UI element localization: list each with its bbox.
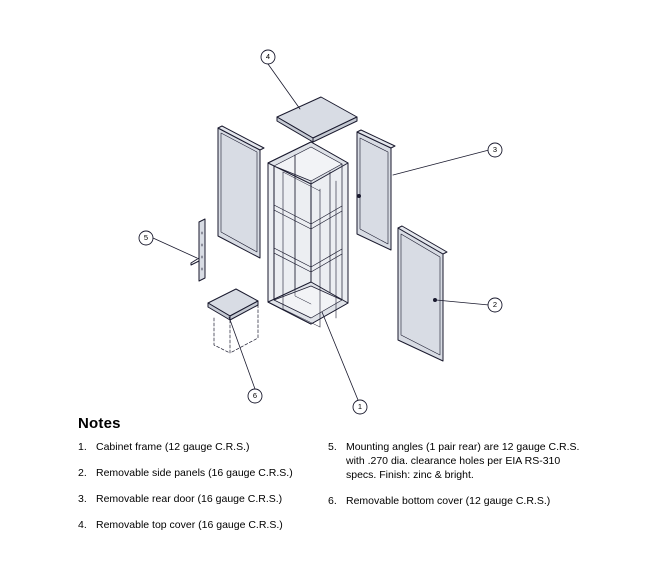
note-text: Removable bottom cover (12 gauge C.R.S.) <box>346 494 551 507</box>
rear-door-part <box>357 130 395 250</box>
notes-column-left <box>78 441 328 545</box>
callout-label-6: 6 <box>252 391 258 400</box>
cabinet-frame-part <box>268 142 348 327</box>
note-number: 5. <box>328 441 337 453</box>
note-number: 2. <box>78 466 87 479</box>
note-number: 3. <box>78 492 87 505</box>
callout-label-4: 4 <box>265 52 271 61</box>
note-item <box>78 493 328 507</box>
right-side-panel-part <box>398 226 447 361</box>
callout-label-2: 2 <box>492 300 498 309</box>
note-text: Removable top cover (16 gauge C.R.S.) <box>96 518 283 531</box>
bottom-cover-part <box>208 289 258 353</box>
note-item <box>78 519 328 533</box>
note-text: Mounting angles (1 pair rear) are 12 gauge C.R.S. with .270 dia. clearance holes per EIA RS-310 specs. Finish: zinc & bright. <box>346 441 580 481</box>
note-item <box>328 495 588 509</box>
note-number: 6. <box>328 494 337 507</box>
note-text: Removable rear door (16 gauge C.R.S.) <box>96 492 283 505</box>
callout-label-3: 3 <box>492 145 498 154</box>
left-side-panel-part <box>218 126 264 258</box>
notes-section <box>78 415 598 545</box>
mounting-angle-part <box>191 219 205 281</box>
notes-columns <box>78 441 598 545</box>
callout-label-1: 1 <box>357 402 363 411</box>
callout-label-5: 5 <box>143 233 149 242</box>
note-item <box>78 441 328 455</box>
note-number: 1. <box>78 441 87 453</box>
note-number: 4. <box>78 518 87 531</box>
notes-column-right <box>328 441 588 521</box>
note-item <box>328 441 588 483</box>
top-cover-part <box>277 97 357 142</box>
notes-heading: Notes <box>78 415 121 432</box>
note-text: Removable side panels (16 gauge C.R.S.) <box>96 466 293 479</box>
note-item <box>78 467 328 481</box>
note-text: Cabinet frame (12 gauge C.R.S.) <box>96 441 250 453</box>
